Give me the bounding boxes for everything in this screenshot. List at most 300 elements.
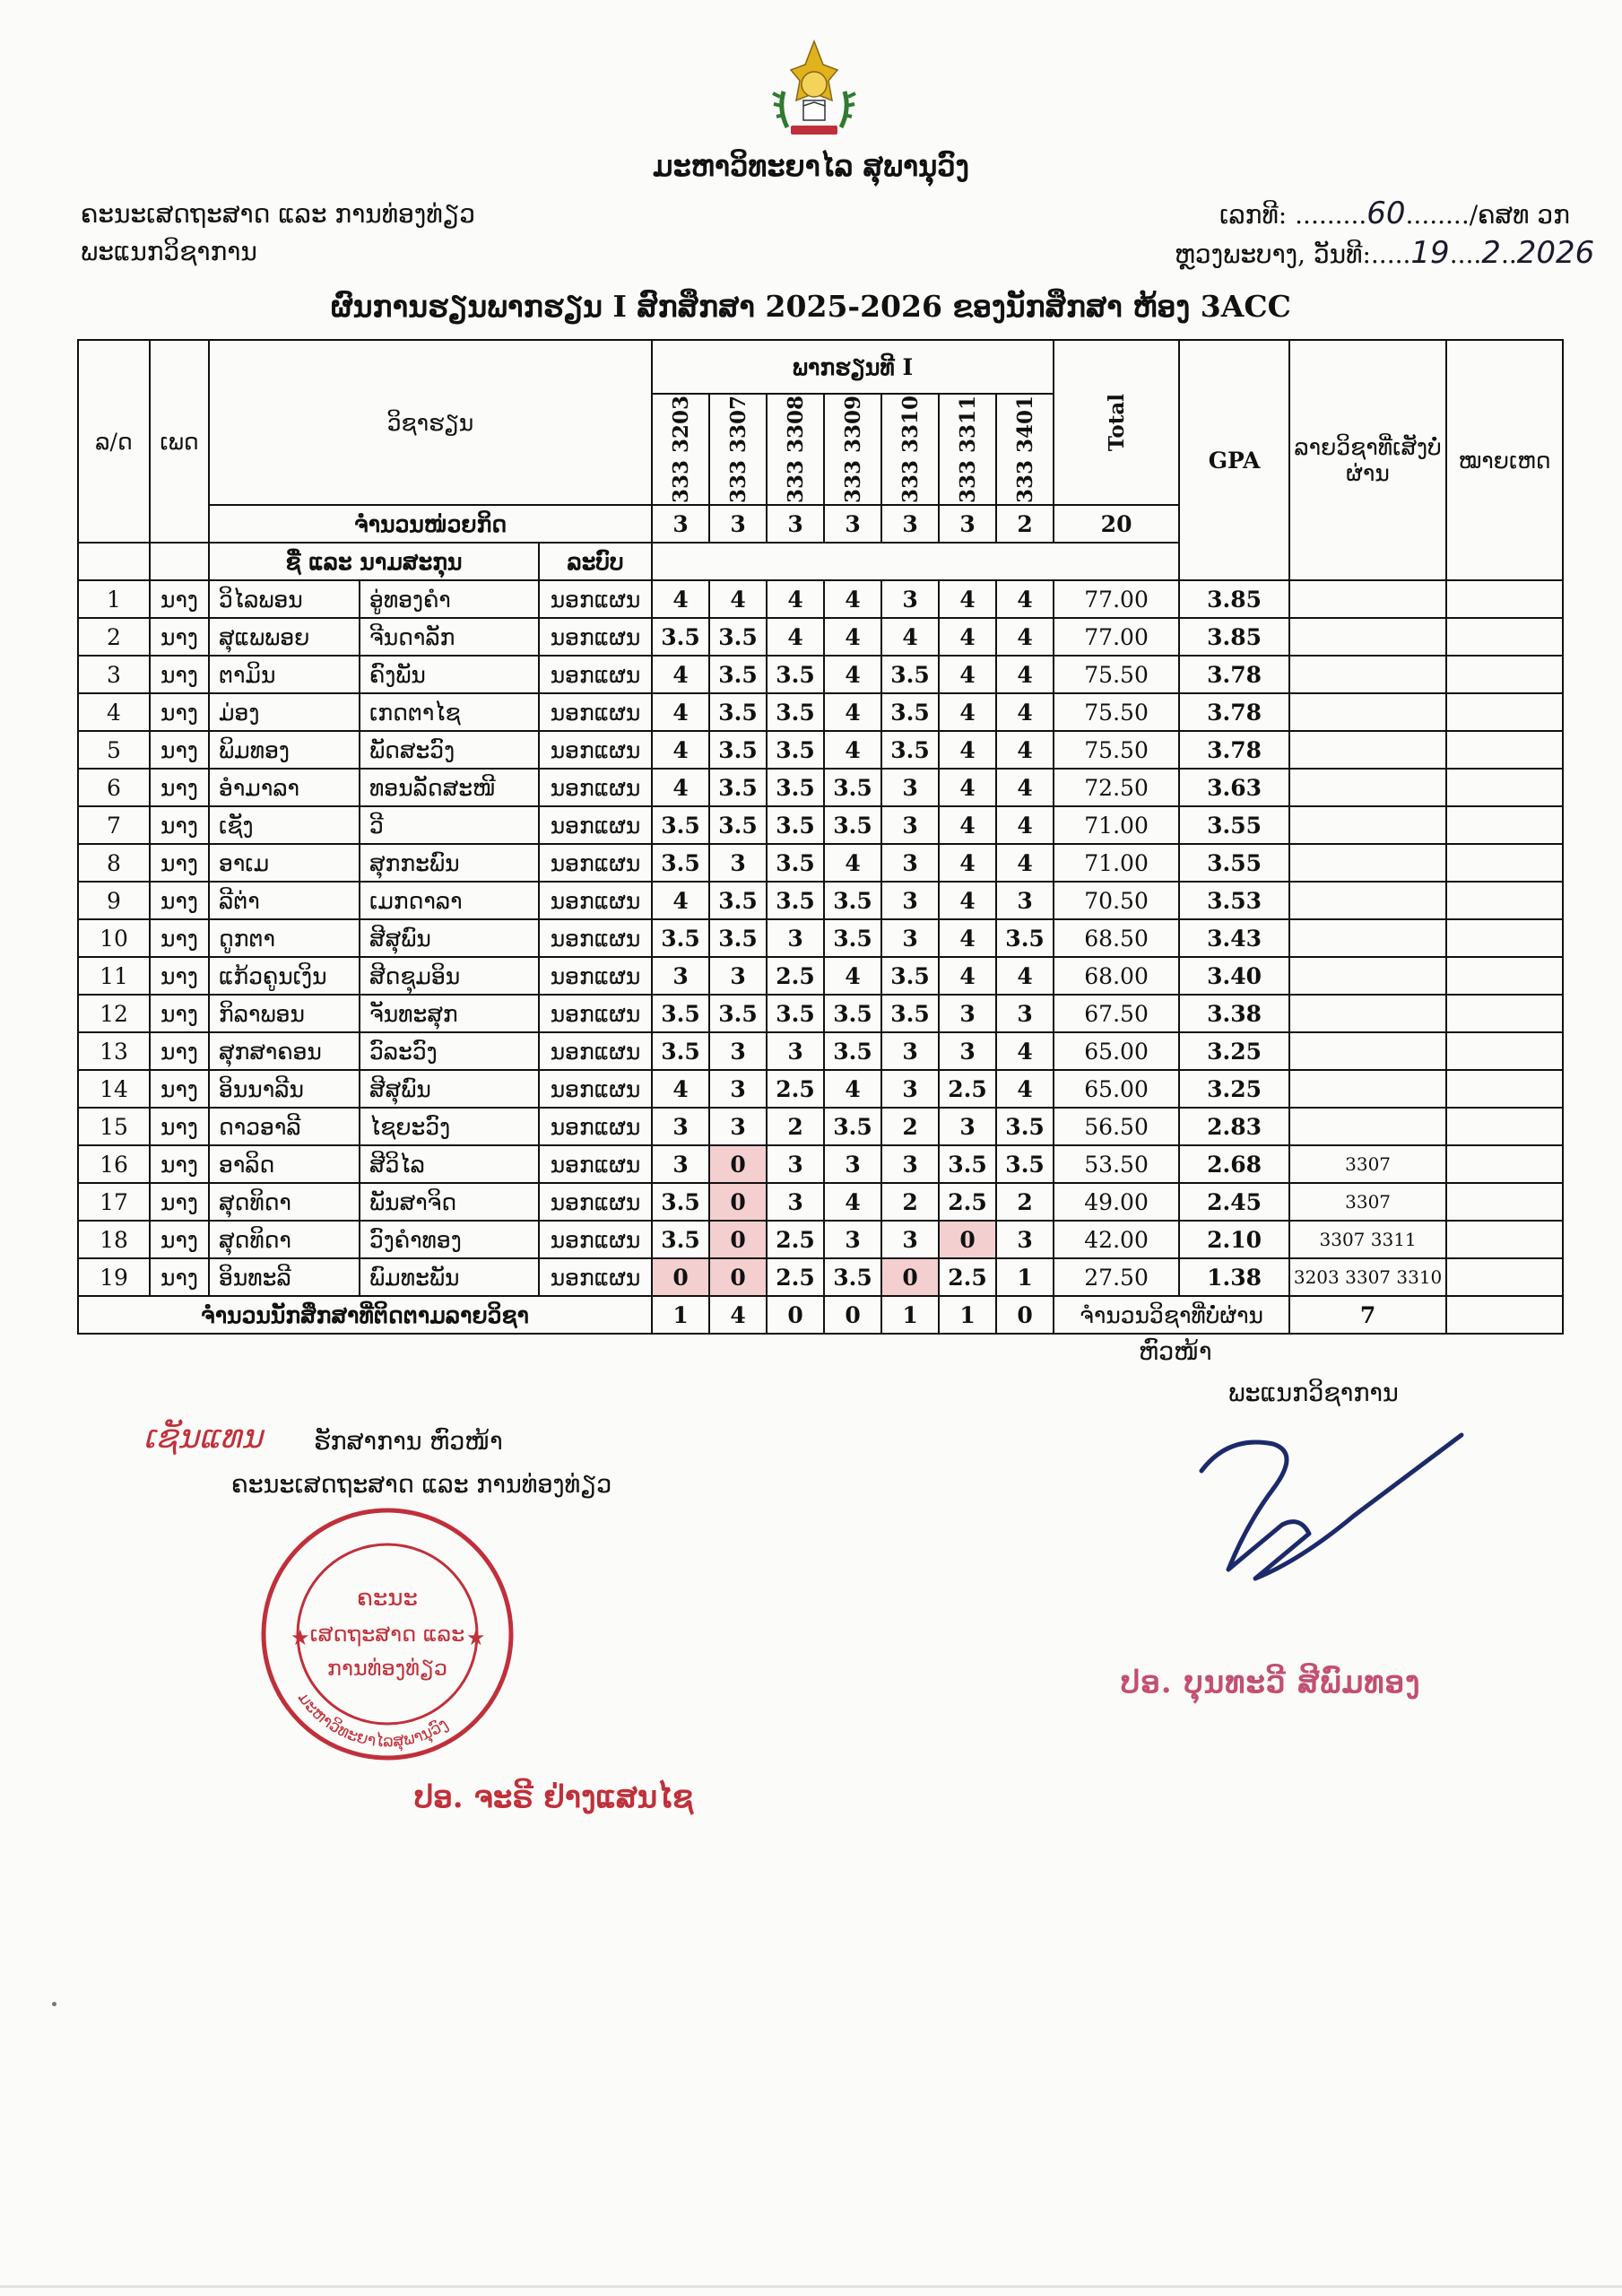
grade-cell: 4	[767, 580, 824, 618]
student-no: 12	[78, 995, 150, 1032]
failed-subjects-total: 7	[1289, 1296, 1446, 1334]
student-gender: ນາງ	[150, 957, 209, 995]
student-system: ນອກແຜນ	[539, 656, 652, 693]
student-total: 65.00	[1054, 1070, 1179, 1108]
course-code-cell	[709, 394, 767, 505]
grade-cell: 2.5	[939, 1258, 996, 1296]
grade-cell: 3	[709, 957, 767, 995]
handwritten-signature	[1175, 1417, 1479, 1596]
failed-count: 1	[652, 1296, 709, 1334]
grade-cell: 4	[824, 1070, 881, 1108]
doc-no-suffix: /ຄສທ ວກ	[1469, 200, 1570, 230]
grade-cell: 3	[881, 1070, 939, 1108]
student-no: 16	[78, 1145, 150, 1183]
grade-cell: 2.5	[767, 957, 824, 995]
student-remarks	[1446, 1258, 1563, 1296]
grade-cell: 0	[709, 1145, 767, 1183]
student-remarks	[1446, 693, 1563, 731]
header-gpa: GPA	[1179, 340, 1289, 580]
grade-cell: 3.5	[881, 957, 939, 995]
student-gender: ນາງ	[150, 882, 209, 919]
student-row	[78, 806, 1563, 844]
student-failed-subjects	[1289, 995, 1446, 1032]
grade-cell: 3	[881, 844, 939, 882]
blank-cell	[78, 543, 150, 580]
header-no: ລ/ດ	[78, 340, 150, 543]
student-first-name: ອິນນາລີນ	[209, 1070, 360, 1108]
student-failed-subjects	[1289, 806, 1446, 844]
grade-cell: 3	[652, 1145, 709, 1183]
doc-no-label: ເລກທີ:	[1219, 200, 1288, 230]
course-code: 333 3311	[955, 395, 980, 504]
student-first-name: ດູກຕາ	[209, 919, 360, 957]
grade-cell: 3	[824, 1221, 881, 1258]
student-total: 65.00	[1054, 1032, 1179, 1070]
grade-cell: 2	[881, 1108, 939, 1145]
student-remarks	[1446, 995, 1563, 1032]
failed-count: 1	[881, 1296, 939, 1334]
student-gpa: 1.38	[1179, 1258, 1289, 1296]
grade-cell: 4	[996, 806, 1054, 844]
grade-cell: 3	[652, 957, 709, 995]
grade-cell: 3.5	[767, 769, 824, 806]
system-label: ລະບົບ	[539, 543, 652, 580]
student-total: 49.00	[1054, 1183, 1179, 1221]
student-gpa: 3.25	[1179, 1032, 1289, 1070]
student-last-name: ສີສຸພົນ	[360, 919, 539, 957]
student-first-name: ສຸແພພອຍ	[209, 618, 360, 656]
student-first-name: ອຳມາລາ	[209, 769, 360, 806]
student-system: ນອກແຜນ	[539, 769, 652, 806]
grade-cell: 4	[652, 693, 709, 731]
grade-cell: 3	[881, 882, 939, 919]
grade-cell: 4	[824, 957, 881, 995]
grade-cell: 3.5	[996, 919, 1054, 957]
student-gender: ນາງ	[150, 1183, 209, 1221]
grade-cell: 3	[709, 1070, 767, 1108]
student-failed-subjects: 3307	[1289, 1145, 1446, 1183]
student-last-name: ພົມທະພັນ	[360, 1258, 539, 1296]
grade-cell: 3	[767, 1145, 824, 1183]
student-row	[78, 1221, 1563, 1258]
student-gender: ນາງ	[150, 1070, 209, 1108]
grade-cell: 4	[939, 731, 996, 769]
grade-cell: 4	[996, 844, 1054, 882]
header-total-text: Total	[1104, 393, 1129, 452]
student-last-name: ອູ່ທອງຄຳ	[360, 580, 539, 618]
student-last-name: ສີວິໄລ	[360, 1145, 539, 1183]
course-code: 333 3203	[668, 395, 693, 504]
signer-left-role: ຮັກສາການ ຫົວໜ້າ	[314, 1428, 503, 1456]
date-year: 2026	[1516, 235, 1595, 271]
student-total: 77.00	[1054, 580, 1179, 618]
student-failed-subjects	[1289, 656, 1446, 693]
student-remarks	[1446, 806, 1563, 844]
student-first-name: ລີຕ່າ	[209, 882, 360, 919]
course-code-cell	[824, 394, 881, 505]
student-first-name: ອາເມ	[209, 844, 360, 882]
grade-cell: 3.5	[881, 731, 939, 769]
student-system: ນອກແຜນ	[539, 806, 652, 844]
student-last-name: ຈີນດາລັກ	[360, 618, 539, 656]
date-day: 19	[1410, 235, 1450, 271]
student-row	[78, 580, 1563, 618]
student-remarks	[1446, 1183, 1563, 1221]
grade-cell: 3	[652, 1108, 709, 1145]
student-gpa: 3.25	[1179, 1070, 1289, 1108]
grade-cell: 4	[939, 656, 996, 693]
grade-cell: 3.5	[824, 882, 881, 919]
student-remarks	[1446, 580, 1563, 618]
student-row	[78, 844, 1563, 882]
student-last-name: ເກດຕາໄຊ	[360, 693, 539, 731]
credit-value: 3	[767, 505, 824, 543]
date-label: ຫຼວງພະບາງ, ວັນທີ:	[1175, 239, 1371, 269]
student-gpa: 2.68	[1179, 1145, 1289, 1183]
grade-cell: 3.5	[767, 844, 824, 882]
student-system: ນອກແຜນ	[539, 1183, 652, 1221]
student-system: ນອກແຜນ	[539, 844, 652, 882]
course-code: 333 3309	[840, 395, 865, 504]
student-gpa: 3.55	[1179, 844, 1289, 882]
student-row	[78, 1070, 1563, 1108]
grade-cell: 3.5	[767, 693, 824, 731]
student-no: 14	[78, 1070, 150, 1108]
grade-cell: 2.5	[767, 1221, 824, 1258]
failed-count: 0	[824, 1296, 881, 1334]
student-first-name: ດາວອາລີ	[209, 1108, 360, 1145]
doc-no-dots-after: ........	[1405, 200, 1470, 230]
student-first-name: ຕາມິນ	[209, 656, 360, 693]
student-system: ນອກແຜນ	[539, 580, 652, 618]
date-dots-mid1: ....	[1449, 239, 1482, 269]
student-no: 4	[78, 693, 150, 731]
grade-cell: 4	[996, 731, 1054, 769]
student-first-name: ສຸດທິດາ	[209, 1221, 360, 1258]
grades-table	[77, 339, 1564, 1335]
student-failed-subjects	[1289, 919, 1446, 957]
student-gpa: 3.78	[1179, 656, 1289, 693]
student-remarks	[1446, 656, 1563, 693]
credits-total: 20	[1054, 505, 1179, 543]
grade-cell: 4	[939, 919, 996, 957]
grade-cell: 4	[939, 769, 996, 806]
course-code-cell	[652, 394, 709, 505]
credit-value: 3	[709, 505, 767, 543]
grade-cell: 2.5	[767, 1258, 824, 1296]
grade-cell: 3	[709, 844, 767, 882]
grade-cell: 4	[824, 844, 881, 882]
student-gender: ນາງ	[150, 769, 209, 806]
student-gender: ນາງ	[150, 806, 209, 844]
student-no: 2	[78, 618, 150, 656]
failed-count: 4	[709, 1296, 767, 1334]
credit-value: 3	[824, 505, 881, 543]
grade-cell: 4	[996, 618, 1054, 656]
student-system: ນອກແຜນ	[539, 919, 652, 957]
student-no: 1	[78, 580, 150, 618]
failed-subjects-label: ຈຳນວນວິຊາທີ່ບໍ່ຜ່ານ	[1054, 1296, 1289, 1334]
grade-cell: 3.5	[824, 1258, 881, 1296]
student-last-name: ພັດສະວົງ	[360, 731, 539, 769]
svg-text:ຄະນະ: ຄະນະ	[357, 1585, 418, 1612]
svg-text:★: ★	[466, 1625, 486, 1650]
student-gender: ນາງ	[150, 1032, 209, 1070]
student-gender: ນາງ	[150, 656, 209, 693]
student-row	[78, 1032, 1563, 1070]
student-system: ນອກແຜນ	[539, 693, 652, 731]
student-gpa: 3.55	[1179, 806, 1289, 844]
grade-cell: 3.5	[652, 995, 709, 1032]
grade-cell: 3.5	[996, 1108, 1054, 1145]
student-remarks	[1446, 919, 1563, 957]
doc-no-dots-before: .........	[1295, 200, 1367, 230]
header-gender: ເພດ	[150, 340, 209, 543]
grade-cell: 3.5	[824, 919, 881, 957]
student-system: ນອກແຜນ	[539, 957, 652, 995]
header-subject: ວິຊາຮຽນ	[209, 340, 652, 505]
grade-cell: 4	[652, 731, 709, 769]
grade-cell: 3.5	[881, 656, 939, 693]
grade-cell: 3	[767, 919, 824, 957]
student-failed-subjects	[1289, 580, 1446, 618]
student-last-name: ໄຊຍະວົງ	[360, 1108, 539, 1145]
grade-cell: 2.5	[939, 1183, 996, 1221]
grade-cell: 3.5	[939, 1145, 996, 1183]
student-system: ນອກແຜນ	[539, 618, 652, 656]
student-first-name: ເຊັງ	[209, 806, 360, 844]
grade-cell: 4	[996, 693, 1054, 731]
grade-cell: 3	[939, 1032, 996, 1070]
student-last-name: ຄົງພັນ	[360, 656, 539, 693]
official-stamp	[253, 1500, 522, 1769]
student-first-name: ພິມທອງ	[209, 731, 360, 769]
svg-text:ມະຫາວິທະຍາໄລສຸພານຸວົງ: ມະຫາວິທະຍາໄລສຸພານຸວົງ	[293, 1689, 452, 1752]
student-failed-subjects	[1289, 1032, 1446, 1070]
student-first-name: ອິນທະລີ	[209, 1258, 360, 1296]
student-row	[78, 957, 1563, 995]
date-dots-before: .....	[1370, 239, 1411, 269]
student-gpa: 3.53	[1179, 882, 1289, 919]
student-gpa: 2.83	[1179, 1108, 1289, 1145]
student-last-name: ວົງຄຳທອງ	[360, 1221, 539, 1258]
header-failed-subjects: ລາຍວິຊາທີ່ເສັງບໍ່ຜ່ານ	[1289, 340, 1446, 580]
grade-cell: 3.5	[709, 995, 767, 1032]
student-gpa: 3.78	[1179, 731, 1289, 769]
student-gpa: 2.10	[1179, 1221, 1289, 1258]
student-row	[78, 1258, 1563, 1296]
student-gpa: 3.40	[1179, 957, 1289, 995]
grade-cell: 4	[996, 580, 1054, 618]
student-row	[78, 1108, 1563, 1145]
grade-cell: 3.5	[767, 882, 824, 919]
grade-cell: 4	[939, 580, 996, 618]
student-failed-subjects	[1289, 1070, 1446, 1108]
student-gpa: 2.45	[1179, 1183, 1289, 1221]
student-total: 27.50	[1054, 1258, 1179, 1296]
student-gender: ນາງ	[150, 844, 209, 882]
student-no: 8	[78, 844, 150, 882]
grade-cell: 2.5	[939, 1070, 996, 1108]
grade-cell: 4	[939, 618, 996, 656]
credit-value: 3	[652, 505, 709, 543]
footer-row	[78, 1296, 1563, 1334]
student-remarks	[1446, 731, 1563, 769]
grade-cell: 3.5	[824, 1108, 881, 1145]
grade-cell: 0	[652, 1258, 709, 1296]
grade-cell: 4	[709, 580, 767, 618]
course-code-cell	[996, 394, 1054, 505]
student-gender: ນາງ	[150, 580, 209, 618]
student-remarks	[1446, 957, 1563, 995]
grade-cell: 3	[767, 1183, 824, 1221]
student-no: 7	[78, 806, 150, 844]
signer-left-name: ປອ. ຈະຣີ ຢ່າງແສນໄຊ	[414, 1779, 694, 1815]
student-rows	[78, 580, 1563, 1296]
grade-cell: 4	[652, 656, 709, 693]
grade-cell: 3.5	[652, 1183, 709, 1221]
student-row	[78, 995, 1563, 1032]
credit-value: 2	[996, 505, 1054, 543]
grade-cell: 3	[996, 1221, 1054, 1258]
student-failed-subjects	[1289, 882, 1446, 919]
course-code: 333 3307	[725, 395, 750, 504]
grade-cell: 4	[824, 618, 881, 656]
grade-cell: 3.5	[652, 919, 709, 957]
student-first-name: ສຸກສາຄອນ	[209, 1032, 360, 1070]
footer-blank	[1446, 1296, 1563, 1334]
grade-cell: 4	[939, 957, 996, 995]
student-no: 13	[78, 1032, 150, 1070]
student-total: 53.50	[1054, 1145, 1179, 1183]
student-remarks	[1446, 1108, 1563, 1145]
student-no: 18	[78, 1221, 150, 1258]
blank-cell	[150, 543, 209, 580]
student-row	[78, 731, 1563, 769]
failed-count-label: ຈຳນວນນັກສຶກສາທີ່ຕິດຕາມລາຍວິຊາ	[78, 1296, 652, 1334]
student-total: 77.00	[1054, 618, 1179, 656]
grade-cell: 3.5	[881, 995, 939, 1032]
grade-cell: 3.5	[767, 806, 824, 844]
student-failed-subjects	[1289, 1108, 1446, 1145]
student-no: 6	[78, 769, 150, 806]
header-semester: ພາກຮຽນທີ I	[652, 340, 1054, 394]
student-remarks	[1446, 1221, 1563, 1258]
student-no: 19	[78, 1258, 150, 1296]
student-gender: ນາງ	[150, 1221, 209, 1258]
grade-cell: 3.5	[824, 995, 881, 1032]
blank-cell	[652, 543, 1179, 580]
grade-cell: 4	[652, 882, 709, 919]
document-date	[1175, 235, 1594, 271]
signer-left-faculty: ຄະນະເສດຖະສາດ ແລະ ການທ່ອງທ່ຽວ	[231, 1471, 612, 1499]
student-gender: ນາງ	[150, 1108, 209, 1145]
grade-cell: 3.5	[767, 731, 824, 769]
grade-cell: 3.5	[709, 656, 767, 693]
student-gpa: 3.63	[1179, 769, 1289, 806]
signer-right-department: ພະແນກວິຊາການ	[1228, 1379, 1399, 1407]
course-code-cell	[881, 394, 939, 505]
student-last-name: ວົລະວົງ	[360, 1032, 539, 1070]
student-gender: ນາງ	[150, 1145, 209, 1183]
grade-cell: 3	[996, 995, 1054, 1032]
student-total: 71.00	[1054, 844, 1179, 882]
grade-cell: 3	[709, 1032, 767, 1070]
grade-cell: 4	[824, 580, 881, 618]
student-row	[78, 693, 1563, 731]
course-code-cell	[939, 394, 996, 505]
grade-cell: 3.5	[767, 656, 824, 693]
failed-count: 0	[996, 1296, 1054, 1334]
student-failed-subjects: 3203 3307 3310	[1289, 1258, 1446, 1296]
student-remarks	[1446, 618, 1563, 656]
grade-cell: 3.5	[652, 1221, 709, 1258]
grade-cell: 4	[939, 844, 996, 882]
student-gender: ນາງ	[150, 995, 209, 1032]
student-remarks	[1446, 882, 1563, 919]
student-no: 10	[78, 919, 150, 957]
student-no: 9	[78, 882, 150, 919]
course-code: 333 3401	[1012, 395, 1037, 504]
student-total: 75.50	[1054, 656, 1179, 693]
department-name: ພະແນກວິຊາການ	[81, 237, 257, 266]
student-system: ນອກແຜນ	[539, 1070, 652, 1108]
student-last-name: ເມກດາລາ	[360, 882, 539, 919]
student-system: ນອກແຜນ	[539, 731, 652, 769]
student-remarks	[1446, 844, 1563, 882]
scan-edge-line	[0, 2285, 1622, 2288]
student-system: ນອກແຜນ	[539, 1032, 652, 1070]
student-row	[78, 1183, 1563, 1221]
grade-cell: 4	[652, 1070, 709, 1108]
grade-cell: 4	[996, 656, 1054, 693]
student-total: 68.50	[1054, 919, 1179, 957]
grade-cell: 3	[939, 1108, 996, 1145]
student-first-name: ກິລາພອນ	[209, 995, 360, 1032]
grade-cell: 2.5	[767, 1070, 824, 1108]
student-row	[78, 656, 1563, 693]
student-failed-subjects: 3307	[1289, 1183, 1446, 1221]
grade-cell: 4	[939, 806, 996, 844]
grade-cell: 1	[996, 1258, 1054, 1296]
student-failed-subjects	[1289, 731, 1446, 769]
student-system: ນອກແຜນ	[539, 995, 652, 1032]
grade-cell: 3	[709, 1108, 767, 1145]
student-first-name: ມ່ອງ	[209, 693, 360, 731]
student-no: 3	[78, 656, 150, 693]
grade-cell: 3	[881, 1145, 939, 1183]
student-failed-subjects	[1289, 769, 1446, 806]
grade-cell: 3.5	[709, 882, 767, 919]
signer-left-prefix: ເຊັນແທນ	[143, 1419, 263, 1456]
student-total: 71.00	[1054, 806, 1179, 844]
failed-count: 1	[939, 1296, 996, 1334]
student-last-name: ສຸກກະພົນ	[360, 844, 539, 882]
grade-cell: 3.5	[652, 806, 709, 844]
student-gpa: 3.85	[1179, 618, 1289, 656]
student-total: 68.00	[1054, 957, 1179, 995]
grade-cell: 3.5	[767, 995, 824, 1032]
grade-cell: 3.5	[652, 618, 709, 656]
grade-cell: 3.5	[996, 1145, 1054, 1183]
student-total: 70.50	[1054, 882, 1179, 919]
grade-cell: 4	[824, 656, 881, 693]
student-failed-subjects: 3307 3311	[1289, 1221, 1446, 1258]
student-total: 75.50	[1054, 693, 1179, 731]
course-code-cell	[767, 394, 824, 505]
student-gender: ນາງ	[150, 731, 209, 769]
grade-cell: 4	[824, 693, 881, 731]
